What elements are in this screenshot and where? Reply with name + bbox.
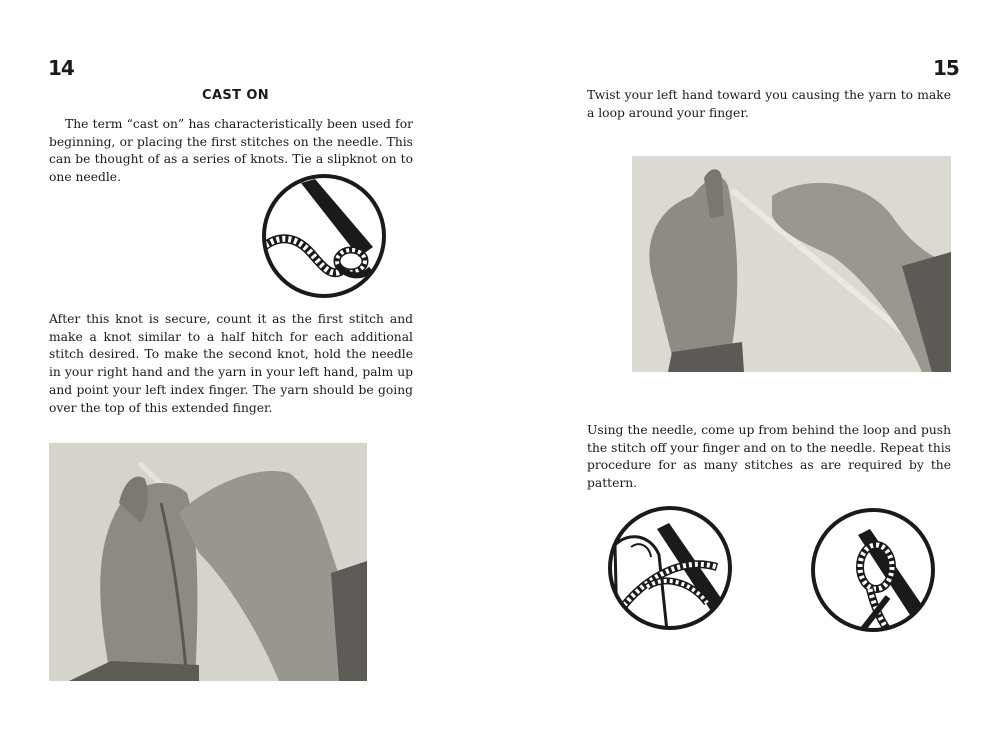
paragraph-cast-on-intro: The term “cast on” has characteristically been used for beginning, or placing the first stitches on the needle. This can be thought of as a series of knots. Tie a slipknot on to one needle. [49,117,413,185]
paragraph-needle-procedure: Using the needle, come up from behind the loop and push the stitch off your finger and on to the needle. Repeat this procedure for as many stitches as are required by the pattern. [587,423,951,491]
paragraph-twist-hand: Twist your left hand toward you causing the yarn to make a loop around your finger. [587,88,951,120]
loop-around-finger-icon [607,505,733,631]
page-number-right: 15 [933,56,959,80]
stitch-on-needle-icon [810,507,936,633]
photo-hands-holding-needle [49,443,367,681]
slipknot-on-needle-icon [261,173,387,299]
photo-hands-twisting-yarn [632,156,951,372]
paragraph-half-hitch: After this knot is secure, count it as the first stitch and make a knot similar to a half hitch for each additional stitch desired. To make the second knot, hold the needle in your right hand and the yarn in your left hand, palm up and point your left index finger. The yarn should be going over the top of this extended finger. [49,312,413,415]
page-number-left: 14 [48,56,74,80]
section-heading: CAST ON [202,88,270,103]
